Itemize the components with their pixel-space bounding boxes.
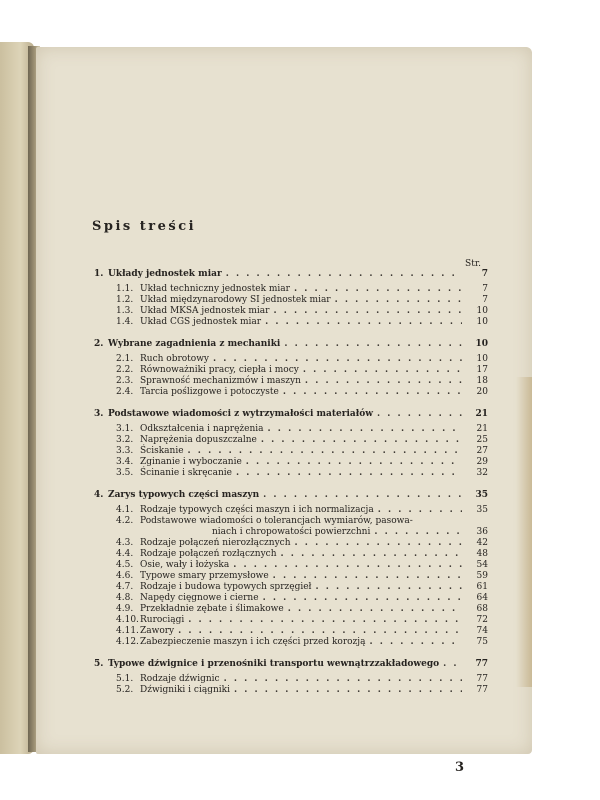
item-number: 4.5. xyxy=(116,560,134,570)
toc-item-row xyxy=(94,354,488,365)
item-number: 3.5. xyxy=(116,468,134,478)
item-title: Rurociągi xyxy=(140,615,185,625)
item-number: 3.4. xyxy=(116,457,134,467)
item-number: 1.4. xyxy=(116,317,134,327)
item-number: 5.2. xyxy=(116,685,134,695)
chapter-number: 1. xyxy=(94,269,104,279)
toc-item-row xyxy=(94,637,488,648)
leader-dots xyxy=(261,435,462,446)
toc-item-row xyxy=(94,516,488,527)
toc-item-row xyxy=(94,593,488,604)
leader-dots xyxy=(263,488,462,502)
item-page: 59 xyxy=(476,571,488,581)
leader-dots xyxy=(378,505,462,516)
chapter-title: Układy jednostek miar xyxy=(108,269,222,279)
page-number: 3 xyxy=(454,760,464,775)
chapter-title: Typowe dźwignice i przenośniki transportu wewnątrzzakładowego xyxy=(108,659,440,669)
leader-dots xyxy=(233,560,462,571)
leader-dots xyxy=(305,376,462,387)
toc-section xyxy=(94,337,488,398)
toc-chapter-row xyxy=(94,267,488,281)
item-title: Rodzaje i budowa typowych sprzęgieł xyxy=(140,582,312,592)
item-page: 75 xyxy=(476,637,488,647)
item-number: 4.9. xyxy=(116,604,134,614)
item-title: Równoważniki pracy, ciepła i mocy xyxy=(140,365,299,375)
chapter-page: 10 xyxy=(475,339,488,349)
toc-item-row xyxy=(94,604,488,615)
page-column-label: Str. xyxy=(465,259,481,269)
item-page: 64 xyxy=(476,593,488,603)
leader-dots xyxy=(226,267,462,281)
item-page: 10 xyxy=(476,317,488,327)
toc-item-row xyxy=(94,549,488,560)
item-title: Układ CGS jednostek miar xyxy=(140,317,262,327)
toc-item-row xyxy=(94,674,488,685)
toc-item-row xyxy=(94,505,488,516)
leader-dots xyxy=(294,284,462,295)
item-title: Ruch obrotowy xyxy=(140,354,209,364)
toc-item-row xyxy=(94,527,488,538)
item-title: Zginanie i wyboczanie xyxy=(140,457,242,467)
item-number: 2.4. xyxy=(116,387,134,397)
item-number: 1.1. xyxy=(116,284,134,294)
leader-dots xyxy=(374,527,462,538)
book-page xyxy=(36,47,532,775)
item-number: 5.1. xyxy=(116,674,134,684)
item-title: Układ MKSA jednostek miar xyxy=(140,306,270,316)
chapter-number: 5. xyxy=(94,659,104,669)
leader-dots xyxy=(273,306,462,317)
item-page: 7 xyxy=(482,284,488,294)
item-title: Rodzaje połączeń nierozłącznych xyxy=(140,538,291,548)
item-page: 35 xyxy=(476,505,488,515)
item-number: 4.4. xyxy=(116,549,134,559)
item-number: 2.1. xyxy=(116,354,134,364)
item-page: 74 xyxy=(476,626,488,636)
toc-section xyxy=(94,267,488,328)
leader-dots xyxy=(443,657,462,671)
leader-dots xyxy=(377,407,462,421)
item-page: 27 xyxy=(476,446,488,456)
leader-dots xyxy=(188,615,462,626)
item-page: 29 xyxy=(476,457,488,467)
chapter-page: 7 xyxy=(481,269,488,279)
leader-dots xyxy=(213,354,462,365)
item-page: 10 xyxy=(476,354,488,364)
leader-dots xyxy=(283,387,462,398)
item-number: 4.11. xyxy=(116,626,139,636)
chapter-title: Zarys typowych części maszyn xyxy=(108,490,260,500)
leader-dots xyxy=(335,295,462,306)
leader-dots xyxy=(234,685,462,696)
item-page: 10 xyxy=(476,306,488,316)
item-number: 4.8. xyxy=(116,593,134,603)
leader-dots xyxy=(265,317,462,328)
item-page: 54 xyxy=(476,560,488,570)
page-title: Spis treści xyxy=(92,219,197,234)
toc-item-row xyxy=(94,582,488,593)
leader-dots xyxy=(281,549,462,560)
item-number: 4.12. xyxy=(116,637,139,647)
toc-chapter-row xyxy=(94,337,488,351)
item-title: Układ międzynarodowy SI jednostek miar xyxy=(140,295,331,305)
item-number: 2.3. xyxy=(116,376,134,386)
chapter-page: 21 xyxy=(475,409,488,419)
leader-dots xyxy=(288,604,462,615)
item-page: 61 xyxy=(476,582,488,592)
item-page: 21 xyxy=(476,424,488,434)
toc-item-row xyxy=(94,571,488,582)
item-number: 3.2. xyxy=(116,435,134,445)
item-title: Odkształcenia i naprężenia xyxy=(140,424,264,434)
toc-item-row xyxy=(94,284,488,295)
toc-item-row xyxy=(94,560,488,571)
page-stain xyxy=(516,377,532,687)
leader-dots xyxy=(369,637,462,648)
leader-dots xyxy=(263,593,462,604)
toc-item-row xyxy=(94,387,488,398)
chapter-page: 77 xyxy=(475,659,488,669)
item-number: 4.3. xyxy=(116,538,134,548)
leader-dots xyxy=(284,337,462,351)
toc-chapter-row xyxy=(94,407,488,421)
toc-item-row xyxy=(94,457,488,468)
leader-dots xyxy=(295,538,462,549)
item-title: Napędy cięgnowe i cierne xyxy=(140,593,259,603)
chapter-title: Podstawowe wiadomości z wytrzymałości materiałów xyxy=(108,409,373,419)
chapter-title: Wybrane zagadnienia z mechaniki xyxy=(108,339,281,349)
item-number: 3.3. xyxy=(116,446,134,456)
item-page: 36 xyxy=(476,527,488,537)
item-title: Osie, wały i łożyska xyxy=(140,560,230,570)
item-number: 4.6. xyxy=(116,571,134,581)
item-page: 25 xyxy=(476,435,488,445)
toc-item-row xyxy=(94,615,488,626)
item-title: Rodzaje dźwignic xyxy=(140,674,220,684)
item-page: 48 xyxy=(476,549,488,559)
chapter-number: 3. xyxy=(94,409,104,419)
chapter-number: 2. xyxy=(94,339,104,349)
item-number: 1.3. xyxy=(116,306,134,316)
toc-section xyxy=(94,407,488,479)
item-title: Przekładnie zębate i ślimakowe xyxy=(140,604,284,614)
leader-dots xyxy=(236,468,462,479)
item-number: 4.1. xyxy=(116,505,134,515)
item-title: Rodzaje typowych części maszyn i ich normalizacja xyxy=(140,505,374,515)
item-page: 18 xyxy=(476,376,488,386)
leader-dots xyxy=(268,424,462,435)
item-title: Typowe smary przemysłowe xyxy=(140,571,269,581)
item-page: 32 xyxy=(476,468,488,478)
leader-dots xyxy=(178,626,462,637)
item-number: 4.7. xyxy=(116,582,134,592)
item-page: 72 xyxy=(476,615,488,625)
item-page: 77 xyxy=(476,685,488,695)
item-page: 42 xyxy=(476,538,488,548)
toc-chapter-row xyxy=(94,488,488,502)
item-number: 4.10. xyxy=(116,615,139,625)
leader-dots xyxy=(273,571,462,582)
item-title: Naprężenia dopuszczalne xyxy=(140,435,257,445)
toc-item-row xyxy=(94,685,488,696)
item-title: Podstawowe wiadomości o tolerancjach wymiarów, pasowa- xyxy=(140,516,413,526)
toc-item-row xyxy=(94,435,488,446)
chapter-number: 4. xyxy=(94,490,104,500)
item-title: Dźwigniki i ciągniki xyxy=(140,685,230,695)
toc-section xyxy=(94,488,488,648)
toc-item-row xyxy=(94,317,488,328)
item-title: Ściskanie xyxy=(140,446,184,456)
toc-item-row xyxy=(94,376,488,387)
toc-item-row xyxy=(94,365,488,376)
chapter-page: 35 xyxy=(475,490,488,500)
toc-section xyxy=(94,657,488,696)
table-of-contents xyxy=(94,267,488,705)
item-title: Sprawność mechanizmów i maszyn xyxy=(140,376,301,386)
leader-dots xyxy=(303,365,462,376)
leader-dots xyxy=(315,582,462,593)
leader-dots xyxy=(224,674,462,685)
item-page: 77 xyxy=(476,674,488,684)
toc-item-row xyxy=(94,468,488,479)
item-page: 17 xyxy=(476,365,488,375)
item-number: 4.2. xyxy=(116,516,134,526)
item-page: 7 xyxy=(482,295,488,305)
item-title: Układ techniczny jednostek miar xyxy=(140,284,290,294)
toc-item-row xyxy=(94,538,488,549)
toc-item-row xyxy=(94,295,488,306)
item-page: 20 xyxy=(476,387,488,397)
item-title: Ścinanie i skręcanie xyxy=(140,468,232,478)
item-title: Rodzaje połączeń rozłącznych xyxy=(140,549,277,559)
item-number: 3.1. xyxy=(116,424,134,434)
item-title: Zawory xyxy=(140,626,175,636)
toc-item-row xyxy=(94,424,488,435)
toc-item-row xyxy=(94,626,488,637)
item-title: niach i chropowatości powierzchni xyxy=(212,527,371,537)
item-title: Tarcia poślizgowe i potoczyste xyxy=(140,387,279,397)
item-title: Zabezpieczenie maszyn i ich części przed korozją xyxy=(140,637,366,647)
toc-item-row xyxy=(94,446,488,457)
item-page: 68 xyxy=(476,604,488,614)
item-number: 1.2. xyxy=(116,295,134,305)
toc-item-row xyxy=(94,306,488,317)
item-number: 2.2. xyxy=(116,365,134,375)
leader-dots xyxy=(188,446,462,457)
leader-dots xyxy=(246,457,462,468)
toc-chapter-row xyxy=(94,657,488,671)
